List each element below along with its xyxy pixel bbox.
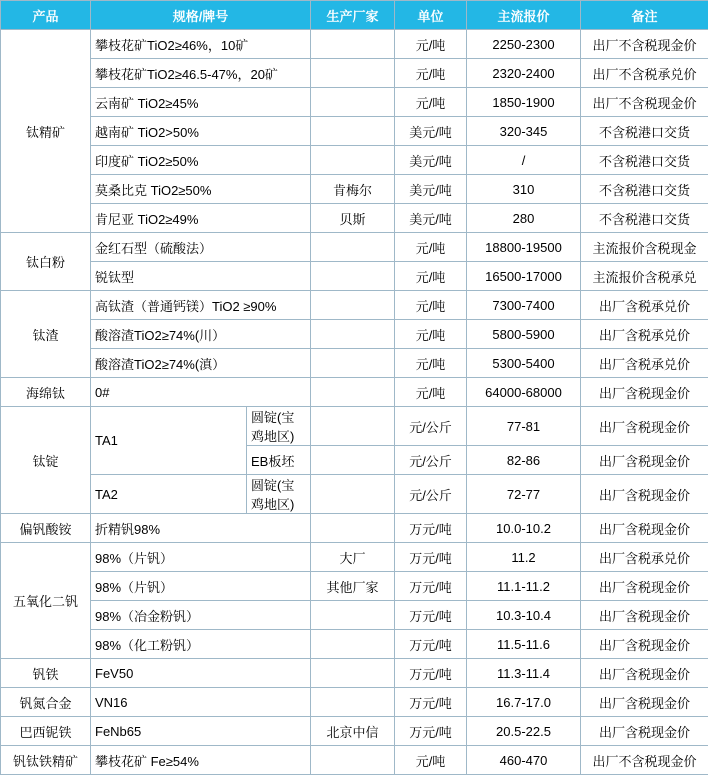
cell-price: 460-470 [467, 746, 581, 775]
cell-manufacturer [311, 320, 395, 349]
cell-product: 偏钒酸铵 [1, 514, 91, 543]
cell-price: 16.7-17.0 [467, 688, 581, 717]
cell-price: 2320-2400 [467, 59, 581, 88]
cell-product: 海绵钛 [1, 378, 91, 407]
cell-spec-sub: EB板坯 [247, 446, 311, 475]
cell-note: 出厂含税现金价 [581, 407, 708, 446]
cell-note: 不含税港口交货 [581, 175, 708, 204]
cell-note: 出厂含税现金价 [581, 601, 708, 630]
cell-spec: 折精钒98% [91, 514, 311, 543]
cell-note: 出厂含税现金价 [581, 688, 708, 717]
cell-spec-sub: 圆锭(宝鸡地区) [247, 407, 311, 446]
table-row [1, 117, 708, 146]
cell-unit: 万元/吨 [395, 543, 467, 572]
cell-manufacturer [311, 746, 395, 775]
cell-manufacturer [311, 407, 395, 446]
cell-spec: 98%（化工粉钒） [91, 630, 311, 659]
cell-price: 10.3-10.4 [467, 601, 581, 630]
cell-manufacturer [311, 233, 395, 262]
cell-note: 出厂含税现金价 [581, 630, 708, 659]
cell-price: 64000-68000 [467, 378, 581, 407]
cell-price: 320-345 [467, 117, 581, 146]
cell-spec: 莫桑比克 TiO2≥50% [91, 175, 311, 204]
cell-unit: 元/吨 [395, 88, 467, 117]
cell-price: 82-86 [467, 446, 581, 475]
cell-spec: TA1 [91, 407, 247, 475]
cell-spec: 印度矿 TiO2≥50% [91, 146, 311, 175]
cell-unit: 元/吨 [395, 349, 467, 378]
cell-unit: 万元/吨 [395, 572, 467, 601]
cell-price: 11.2 [467, 543, 581, 572]
cell-price: 72-77 [467, 475, 581, 514]
cell-price: 77-81 [467, 407, 581, 446]
cell-product: 钛精矿 [1, 30, 91, 233]
table-row [1, 59, 708, 88]
cell-unit: 美元/吨 [395, 204, 467, 233]
cell-note: 不含税港口交货 [581, 146, 708, 175]
cell-manufacturer: 大厂 [311, 543, 395, 572]
cell-unit: 万元/吨 [395, 514, 467, 543]
cell-price: 20.5-22.5 [467, 717, 581, 746]
table-row [1, 233, 708, 262]
cell-note: 出厂含税现金价 [581, 572, 708, 601]
table-body [1, 30, 708, 775]
cell-product: 钒铁 [1, 659, 91, 688]
cell-spec: 0# [91, 378, 311, 407]
cell-product: 钛锭 [1, 407, 91, 514]
cell-unit: 元/公斤 [395, 475, 467, 514]
cell-price: 5800-5900 [467, 320, 581, 349]
cell-product: 五氧化二钒 [1, 543, 91, 659]
cell-unit: 万元/吨 [395, 601, 467, 630]
cell-note: 出厂含税现金价 [581, 475, 708, 514]
cell-note: 主流报价含税现金 [581, 233, 708, 262]
cell-manufacturer [311, 146, 395, 175]
table-row [1, 291, 708, 320]
cell-unit: 万元/吨 [395, 688, 467, 717]
header-row [1, 1, 708, 30]
cell-manufacturer [311, 378, 395, 407]
cell-note: 出厂不含税现金价 [581, 30, 708, 59]
cell-price: 2250-2300 [467, 30, 581, 59]
cell-unit: 元/公斤 [395, 446, 467, 475]
cell-unit: 万元/吨 [395, 717, 467, 746]
cell-spec: 攀枝花矿TiO2≥46%，10矿 [91, 30, 311, 59]
cell-note: 出厂不含税现金价 [581, 88, 708, 117]
cell-unit: 元/吨 [395, 746, 467, 775]
cell-spec: 越南矿 TiO2>50% [91, 117, 311, 146]
cell-price: 16500-17000 [467, 262, 581, 291]
column-header-price: 主流报价 [467, 1, 581, 30]
cell-note: 出厂含税现金价 [581, 659, 708, 688]
cell-manufacturer [311, 601, 395, 630]
cell-note: 出厂含税承兑价 [581, 320, 708, 349]
cell-price: 1850-1900 [467, 88, 581, 117]
cell-spec: FeV50 [91, 659, 311, 688]
table-row [1, 88, 708, 117]
cell-price: 18800-19500 [467, 233, 581, 262]
cell-unit: 万元/吨 [395, 630, 467, 659]
cell-manufacturer [311, 30, 395, 59]
table-row [1, 601, 708, 630]
cell-manufacturer [311, 59, 395, 88]
cell-price: 7300-7400 [467, 291, 581, 320]
cell-price: 10.0-10.2 [467, 514, 581, 543]
cell-note: 出厂含税现金价 [581, 717, 708, 746]
column-header-unit: 单位 [395, 1, 467, 30]
table-header [1, 1, 708, 30]
cell-manufacturer [311, 349, 395, 378]
table-row [1, 175, 708, 204]
cell-spec: 酸溶渣TiO2≥74%(滇） [91, 349, 311, 378]
cell-price: / [467, 146, 581, 175]
cell-note: 不含税港口交货 [581, 117, 708, 146]
cell-unit: 元/吨 [395, 30, 467, 59]
table-row [1, 146, 708, 175]
cell-manufacturer [311, 688, 395, 717]
cell-price: 5300-5400 [467, 349, 581, 378]
cell-product: 钛白粉 [1, 233, 91, 291]
table-row [1, 407, 708, 446]
cell-unit: 元/吨 [395, 59, 467, 88]
cell-note: 主流报价含税承兑 [581, 262, 708, 291]
table-row [1, 475, 708, 514]
cell-note: 出厂含税承兑价 [581, 291, 708, 320]
cell-spec: 98%（冶金粉钒） [91, 601, 311, 630]
cell-unit: 元/公斤 [395, 407, 467, 446]
column-header-note: 备注 [581, 1, 708, 30]
cell-manufacturer: 贝斯 [311, 204, 395, 233]
cell-spec: 高钛渣（普通钙镁）TiO2 ≥90% [91, 291, 311, 320]
cell-price: 310 [467, 175, 581, 204]
table-row [1, 349, 708, 378]
cell-product: 钛渣 [1, 291, 91, 378]
cell-spec: 金红石型（硫酸法） [91, 233, 311, 262]
cell-manufacturer [311, 117, 395, 146]
cell-unit: 万元/吨 [395, 659, 467, 688]
cell-spec: 攀枝花矿 Fe≥54% [91, 746, 311, 775]
cell-spec: FeNb65 [91, 717, 311, 746]
cell-spec: 肯尼亚 TiO2≥49% [91, 204, 311, 233]
table-row [1, 543, 708, 572]
cell-spec: 云南矿 TiO2≥45% [91, 88, 311, 117]
table-row [1, 262, 708, 291]
cell-spec: 98%（片钒） [91, 543, 311, 572]
cell-unit: 美元/吨 [395, 146, 467, 175]
cell-unit: 元/吨 [395, 291, 467, 320]
cell-note: 不含税港口交货 [581, 204, 708, 233]
cell-manufacturer [311, 446, 395, 475]
cell-manufacturer: 肯梅尔 [311, 175, 395, 204]
cell-note: 出厂不含税现金价 [581, 746, 708, 775]
cell-spec: TA2 [91, 475, 247, 514]
cell-price: 280 [467, 204, 581, 233]
cell-manufacturer [311, 659, 395, 688]
cell-unit: 美元/吨 [395, 117, 467, 146]
table-row [1, 630, 708, 659]
cell-price: 11.5-11.6 [467, 630, 581, 659]
table-row [1, 320, 708, 349]
cell-unit: 元/吨 [395, 320, 467, 349]
cell-manufacturer [311, 88, 395, 117]
cell-note: 出厂含税承兑价 [581, 543, 708, 572]
cell-unit: 美元/吨 [395, 175, 467, 204]
cell-note: 出厂含税承兑价 [581, 349, 708, 378]
cell-product: 巴西铌铁 [1, 717, 91, 746]
cell-unit: 元/吨 [395, 378, 467, 407]
cell-manufacturer [311, 630, 395, 659]
table-row [1, 659, 708, 688]
cell-price: 11.3-11.4 [467, 659, 581, 688]
cell-manufacturer [311, 475, 395, 514]
cell-note: 出厂含税现金价 [581, 378, 708, 407]
cell-spec: VN16 [91, 688, 311, 717]
cell-manufacturer [311, 291, 395, 320]
cell-price: 11.1-11.2 [467, 572, 581, 601]
table-row [1, 30, 708, 59]
cell-manufacturer [311, 514, 395, 543]
cell-note: 出厂含税现金价 [581, 446, 708, 475]
cell-spec: 98%（片钒） [91, 572, 311, 601]
table-row [1, 514, 708, 543]
table-row [1, 572, 708, 601]
cell-product: 钒氮合金 [1, 688, 91, 717]
cell-manufacturer: 北京中信 [311, 717, 395, 746]
cell-note: 出厂不含税承兑价 [581, 59, 708, 88]
cell-spec: 酸溶渣TiO2≥74%(川） [91, 320, 311, 349]
cell-spec: 锐钛型 [91, 262, 311, 291]
cell-spec: 攀枝花矿TiO2≥46.5-47%，20矿 [91, 59, 311, 88]
table-row [1, 204, 708, 233]
column-header-manufacturer: 生产厂家 [311, 1, 395, 30]
cell-unit: 元/吨 [395, 233, 467, 262]
cell-unit: 元/吨 [395, 262, 467, 291]
table-row [1, 378, 708, 407]
table-row [1, 688, 708, 717]
column-header-product: 产品 [1, 1, 91, 30]
table-row [1, 746, 708, 775]
table-row [1, 717, 708, 746]
cell-manufacturer [311, 262, 395, 291]
column-header-spec: 规格/牌号 [91, 1, 311, 30]
cell-spec-sub: 圆锭(宝鸡地区) [247, 475, 311, 514]
cell-note: 出厂含税现金价 [581, 514, 708, 543]
cell-product: 钒钛铁精矿 [1, 746, 91, 775]
cell-manufacturer: 其他厂家 [311, 572, 395, 601]
